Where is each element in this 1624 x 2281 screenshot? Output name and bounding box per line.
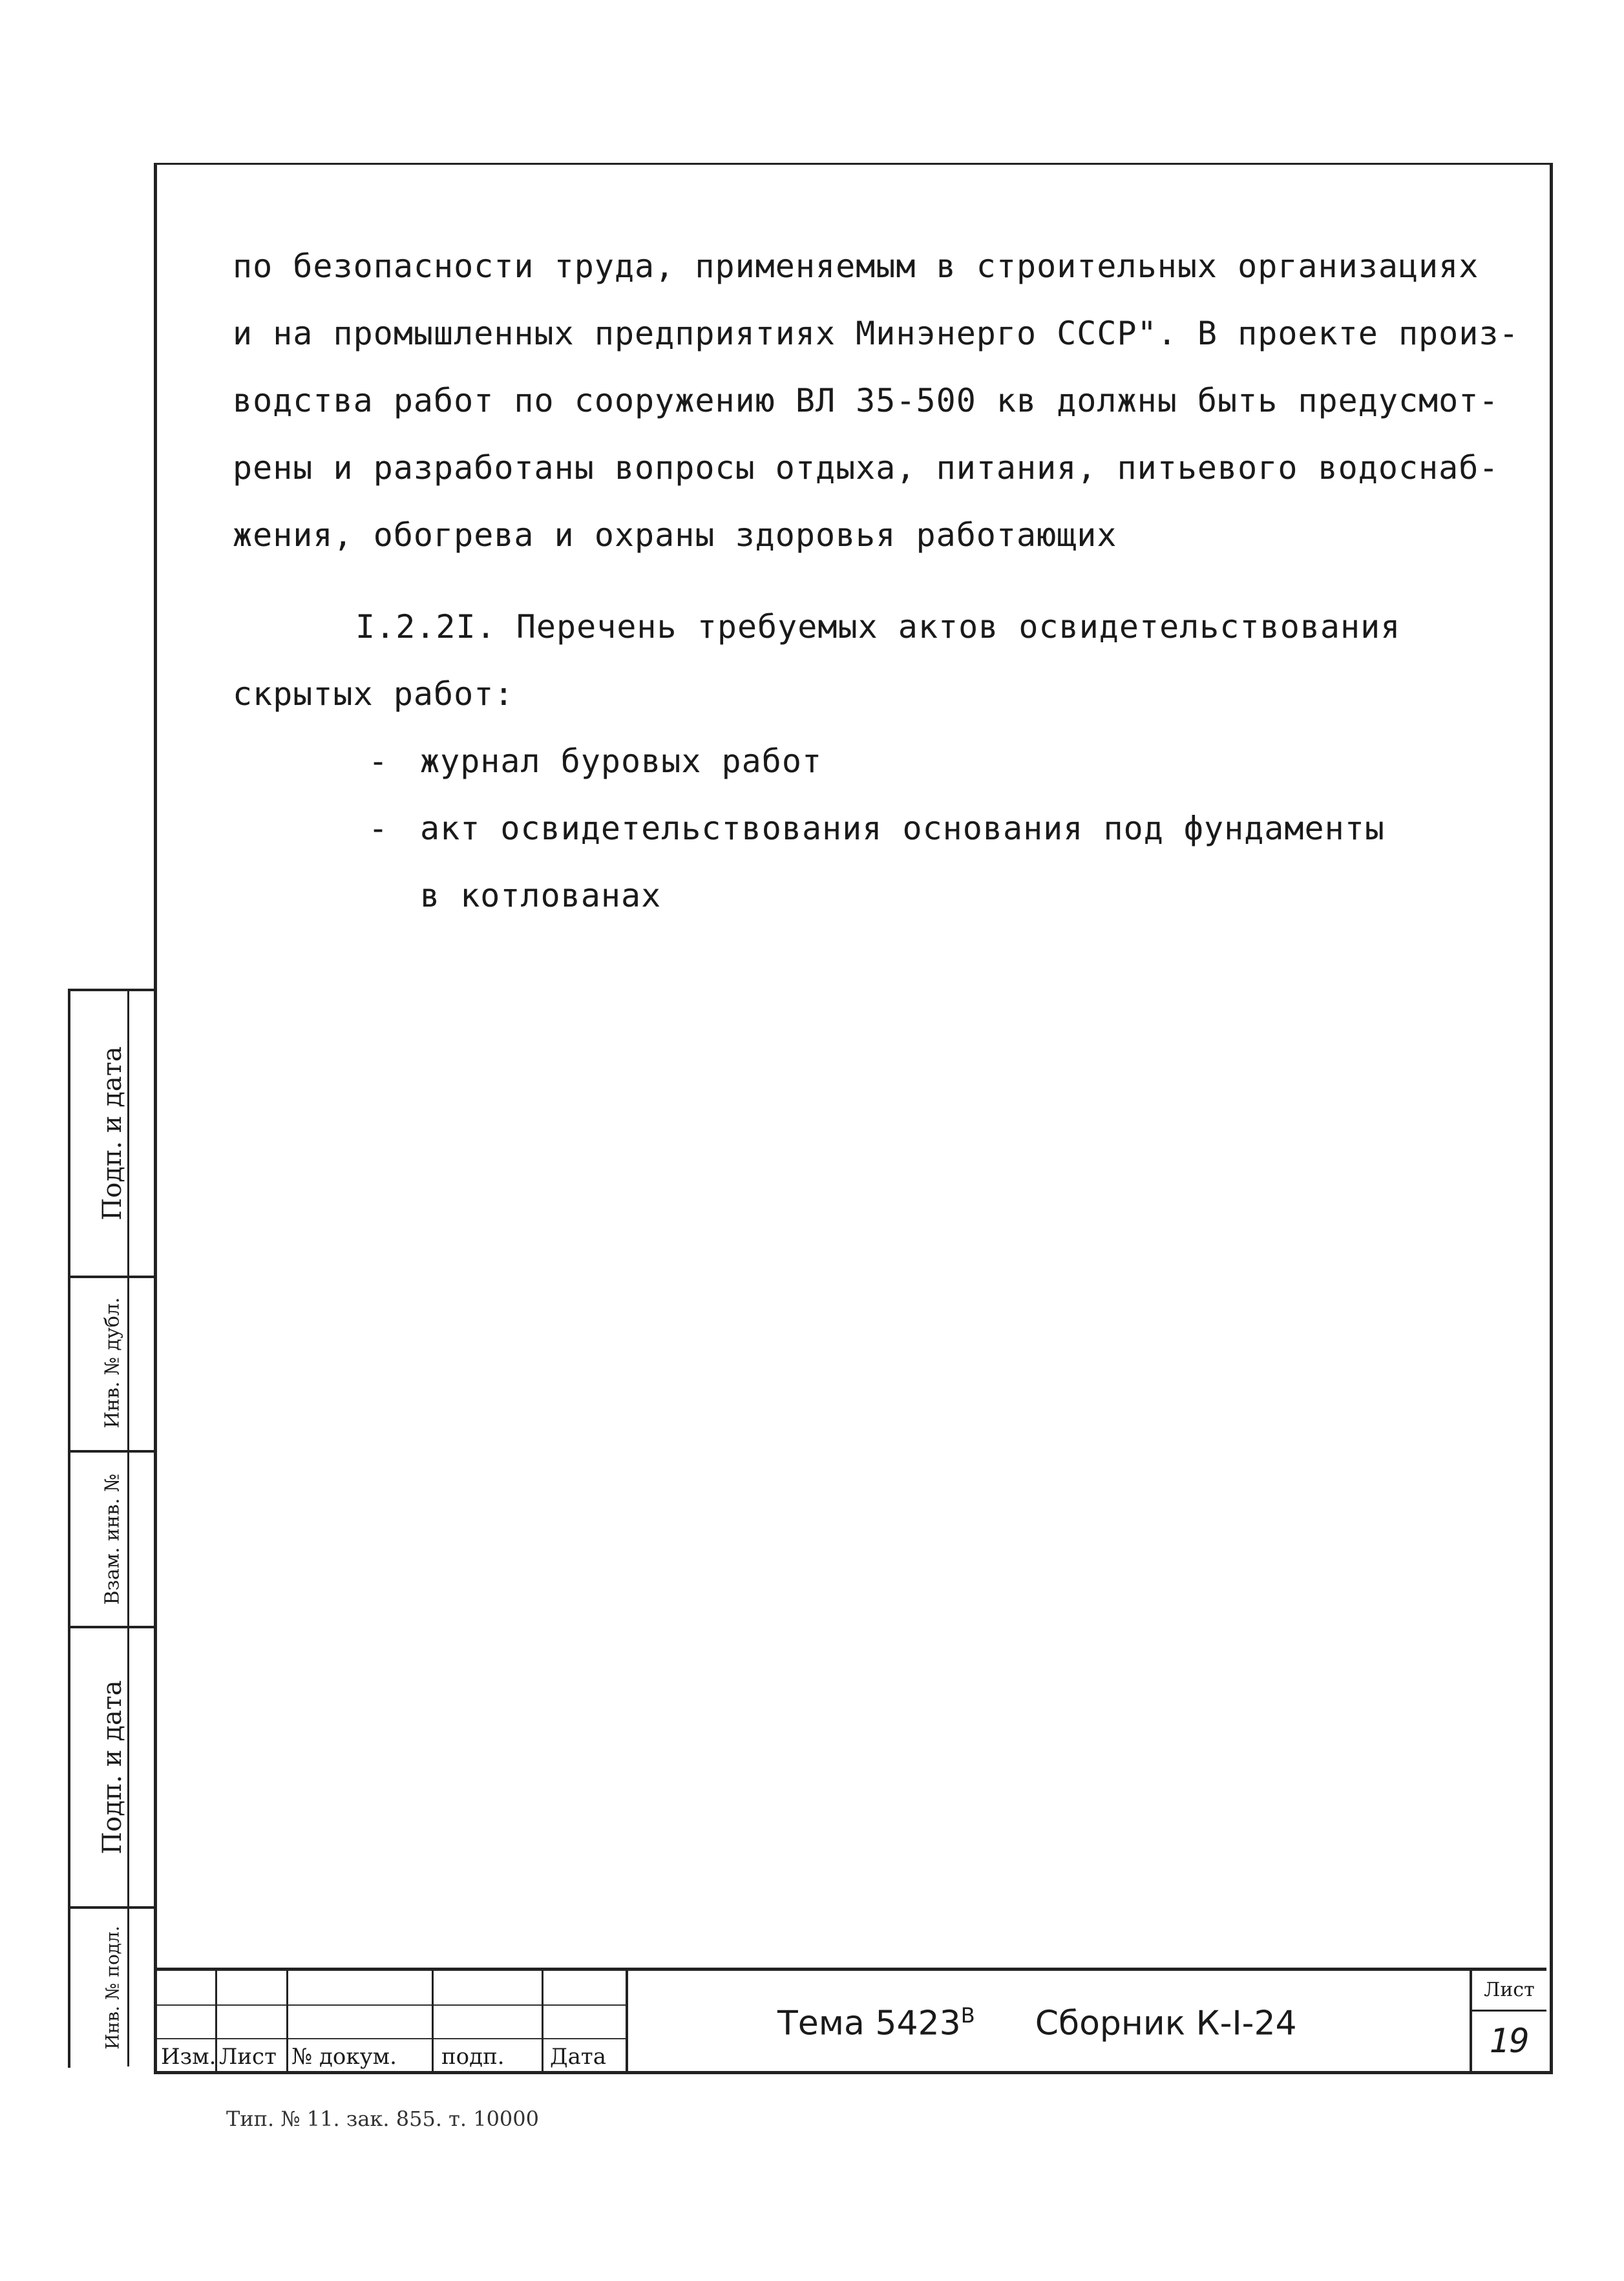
body-line-1: по безопасности труда, применяемым в строительных организациях [233, 247, 1479, 285]
col-doc-label: № докум. [291, 2044, 397, 2070]
stamp-divider [127, 991, 129, 1276]
list-item-text: журнал буровых работ [420, 742, 823, 780]
sheet-box [1470, 1971, 1546, 2072]
document-title [777, 2003, 1297, 2043]
body-line-4: рены и разработаны вопросы отдыха, питания, питьевого водоснаб- [233, 449, 1499, 487]
title-block [157, 1968, 1546, 2072]
tema-label: Тема 5423 [777, 2004, 961, 2043]
stamp-inv-dubl [70, 1276, 154, 1453]
document-body [233, 233, 1519, 929]
list-item [355, 795, 1512, 929]
stamp-inv-podl [70, 1909, 154, 2066]
stamp-label: Инв. № дубл. [101, 1297, 124, 1429]
sheet-number: 19 [1489, 2022, 1530, 2061]
stamp-vzam-inv [70, 1453, 154, 1628]
col-data-label: Дата [550, 2044, 606, 2070]
print-note: Тип. № 11. зак. 855. т. 10000 [226, 2107, 539, 2131]
sheet-label: Лист [1472, 1971, 1546, 2012]
list-item-continued: в котлованах [420, 877, 662, 914]
stamp-label: Инв. № подл. [101, 1926, 123, 2050]
side-stamp [68, 989, 154, 2068]
stamp-label: Подп. и дата [98, 1680, 127, 1855]
stamp-podp-data-top [70, 989, 154, 1278]
sbornik-label: Сборник К-I-24 [1035, 2004, 1297, 2043]
dash-marker: - [368, 742, 389, 780]
body-line-2: и на промышленных предприятиях Минэнерго СССР". В проекте произ- [233, 315, 1519, 352]
col-list-label: Лист [219, 2044, 277, 2070]
dash-marker: - [368, 810, 389, 847]
stamp-label: Взам. инв. № [101, 1473, 124, 1605]
revision-grid [157, 1971, 628, 2072]
col-podp-label: подп. [441, 2044, 505, 2070]
stamp-podp-data-bottom [70, 1628, 154, 1909]
body-line-3: водства работ по сооружению ВЛ 35-500 кв должны быть предусмот- [233, 382, 1499, 419]
stamp-divider [127, 1276, 129, 1450]
body-line-5: жения, обогрева и охраны здоровья работающих [233, 516, 1117, 554]
acts-list [233, 728, 1512, 929]
list-item [355, 728, 1512, 795]
section-heading-continued: скрытых работ: [233, 675, 514, 713]
stamp-divider [127, 1453, 129, 1626]
list-item-text: акт освидетельствования основания под фундаменты [420, 810, 1385, 847]
stamp-divider [127, 1909, 129, 2066]
section-heading: I.2.2I. Перечень требуемых актов освидетельствования [355, 608, 1401, 646]
stamp-label: Подп. и дата [98, 1046, 127, 1221]
stamp-divider [127, 1628, 129, 1906]
tema-superscript: В [960, 2003, 975, 2028]
col-izm-label: Изм. [161, 2044, 216, 2070]
